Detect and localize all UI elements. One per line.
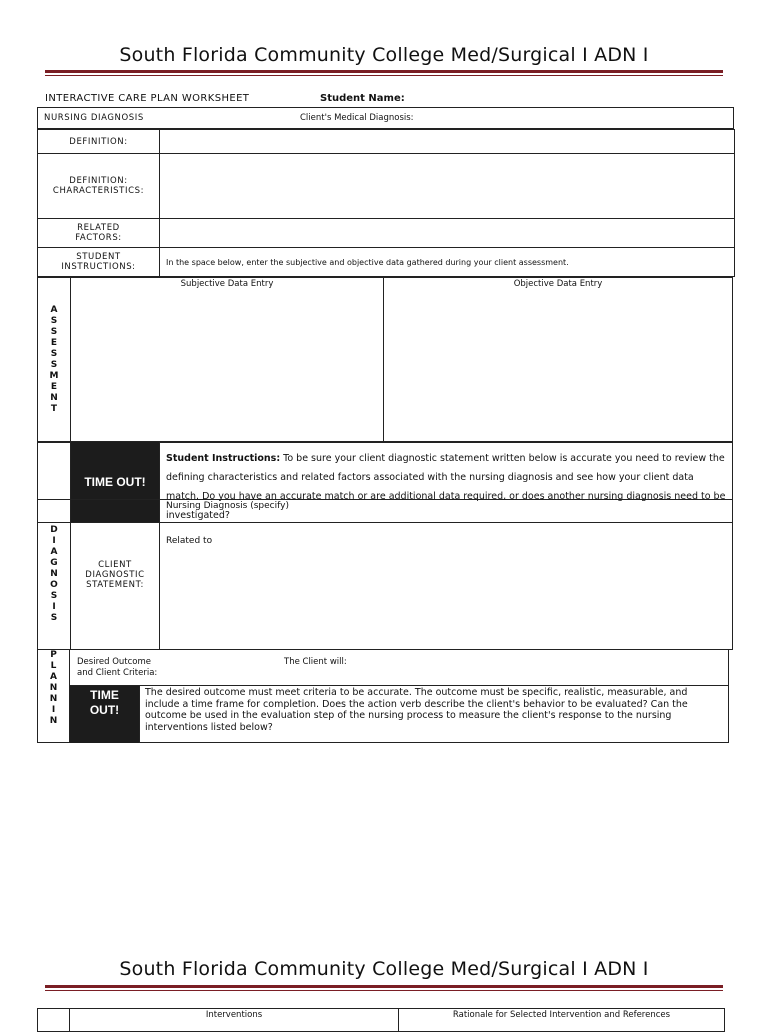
student-instructions-cell (160, 248, 735, 277)
planning-side-letter: N (49, 716, 58, 726)
assessment-side-letter: A (50, 305, 58, 315)
page-title: South Florida Community College Med/Surgical I ADN I (119, 44, 649, 66)
definition-table (37, 129, 735, 277)
page2-title: South Florida Community College Med/Surgical I ADN I (119, 958, 649, 980)
related-factors-label-2: FACTORS: (75, 233, 122, 243)
definition-label-cell (38, 130, 160, 154)
nursing-diagnosis-row (37, 107, 734, 129)
diagnosis-side-label (38, 525, 70, 624)
rationale-header: Rationale for Selected Intervention and References (452, 1010, 671, 1020)
diagnosis-side-letter: G (50, 558, 58, 568)
planning-side-label (38, 650, 69, 727)
timeout-instructions-bold: Student Instructions: (166, 453, 281, 464)
student-instructions-label-1: STUDENT (76, 252, 121, 262)
worksheet-heading: INTERACTIVE CARE PLAN WORKSHEET (45, 93, 250, 104)
planning-side-letter: P (50, 650, 57, 660)
related-factors-label-1: RELATED (77, 223, 120, 233)
desired-outcome-label (77, 657, 157, 679)
nursing-diagnosis-specify: Nursing Diagnosis (specify) (166, 501, 289, 511)
page2-side-cell (37, 1008, 70, 1032)
client-diagnostic-statement-cell (71, 500, 160, 650)
assessment-side-label (38, 305, 70, 415)
assessment-side-cell (38, 278, 71, 443)
diagnosis-side-letter: D (50, 525, 58, 535)
assessment-side-letter: N (50, 393, 58, 403)
subjective-data-field[interactable] (71, 278, 384, 443)
assessment-side-letter: S (50, 327, 58, 337)
def-characteristics-label-2: CHARACTERISTICS: (52, 186, 145, 196)
diagnosis-side-letter: N (50, 569, 58, 579)
planning-side-cell (37, 649, 70, 743)
subjective-header: Subjective Data Entry (180, 279, 274, 289)
assessment-side-letter: M (49, 371, 59, 381)
desired-outcome-row[interactable] (69, 649, 729, 686)
timeout-badge-text: TIME OUT! (84, 475, 146, 489)
diagnosis-table (37, 499, 733, 650)
medical-diagnosis-label: Client's Medical Diagnosis: (300, 113, 414, 123)
planning-side-letter: A (50, 672, 57, 682)
desired-outcome-line-1: Desired Outcome (77, 657, 151, 667)
client-diagnostic-label-1: CLIENT (98, 559, 132, 570)
planning-side-letter: N (49, 694, 58, 704)
planning-timeout-line-1: TIME (90, 688, 119, 702)
objective-data-field[interactable] (384, 278, 733, 443)
desired-outcome-line-2: and Client Criteria: (77, 668, 158, 678)
assessment-side-letter: S (50, 316, 58, 326)
definition-field[interactable] (160, 130, 735, 154)
assessment-side-letter: S (50, 360, 58, 370)
client-diagnostic-label-2: DIAGNOSTIC (85, 569, 145, 580)
title-rule (45, 70, 723, 76)
assessment-side-letter: S (50, 349, 58, 359)
related-factors-field[interactable] (160, 219, 735, 248)
related-factors-label-cell (38, 219, 160, 248)
diagnosis-side-letter: S (50, 591, 58, 601)
def-characteristics-label-cell (38, 154, 160, 219)
diagnosis-side-letter: O (50, 580, 58, 590)
planning-timeout-text: The desired outcome must meet criteria to be accurate. The outcome must be specific, realistic, measurable, and include a time frame for completion. Does the action verb describe the client's behavior to be evaluated? Can the outcome be used in the evaluation step of the nursing process to measure the client's response to the nursing interventions listed below? (145, 687, 688, 733)
nursing-diagnosis-label: NURSING DIAGNOSIS (44, 113, 144, 123)
planning-side-letter: I (51, 705, 56, 715)
assessment-side-letter: E (50, 382, 58, 392)
interventions-header: Interventions (205, 1010, 263, 1020)
planning-side-letter: L (50, 661, 57, 671)
diagnosis-side-letter: A (50, 547, 58, 557)
diagnosis-side-letter: I (52, 536, 56, 546)
timeout-instructions-text: To be sure your client diagnostic statement written below is accurate you need to review the defining characteristics and related factors associated with the nursing diagnosis and see how your client data match. Do you have an accurate match or are additional data required, or does another nursing diagnosis need to be investigated? (166, 453, 726, 521)
diagnosis-side-letter: S (50, 613, 58, 623)
related-to-label: Related to (166, 536, 213, 546)
student-name-label: Student Name: (320, 93, 405, 104)
def-characteristics-field[interactable] (160, 154, 735, 219)
student-instructions-text: In the space below, enter the subjective and objective data gathered during your client assessment. (166, 257, 569, 267)
diagnosis-side-cell (38, 500, 71, 650)
objective-header: Objective Data Entry (513, 279, 603, 289)
client-will-label: The Client will: (284, 657, 347, 667)
planning-timeout-line-2: OUT! (89, 703, 120, 717)
planning-timeout-badge (70, 686, 139, 743)
rationale-column[interactable] (398, 1008, 725, 1032)
interventions-column[interactable] (69, 1008, 399, 1032)
student-instructions-label-cell (38, 248, 160, 277)
planning-timeout-cell (139, 685, 729, 743)
def-characteristics-label-1: DEFINITION: (69, 176, 128, 186)
assessment-table (37, 277, 733, 443)
client-diagnostic-label-3: STATEMENT: (86, 579, 144, 590)
planning-side-letter: N (49, 683, 58, 693)
assessment-side-letter: E (50, 338, 58, 348)
student-instructions-label-2: INSTRUCTIONS: (61, 262, 136, 272)
diagnostic-statement-field[interactable] (160, 500, 733, 650)
page2-title-rule (45, 985, 723, 991)
definition-label: DEFINITION: (69, 136, 128, 147)
diagnosis-side-letter: I (52, 602, 56, 612)
assessment-side-letter: T (50, 404, 58, 414)
